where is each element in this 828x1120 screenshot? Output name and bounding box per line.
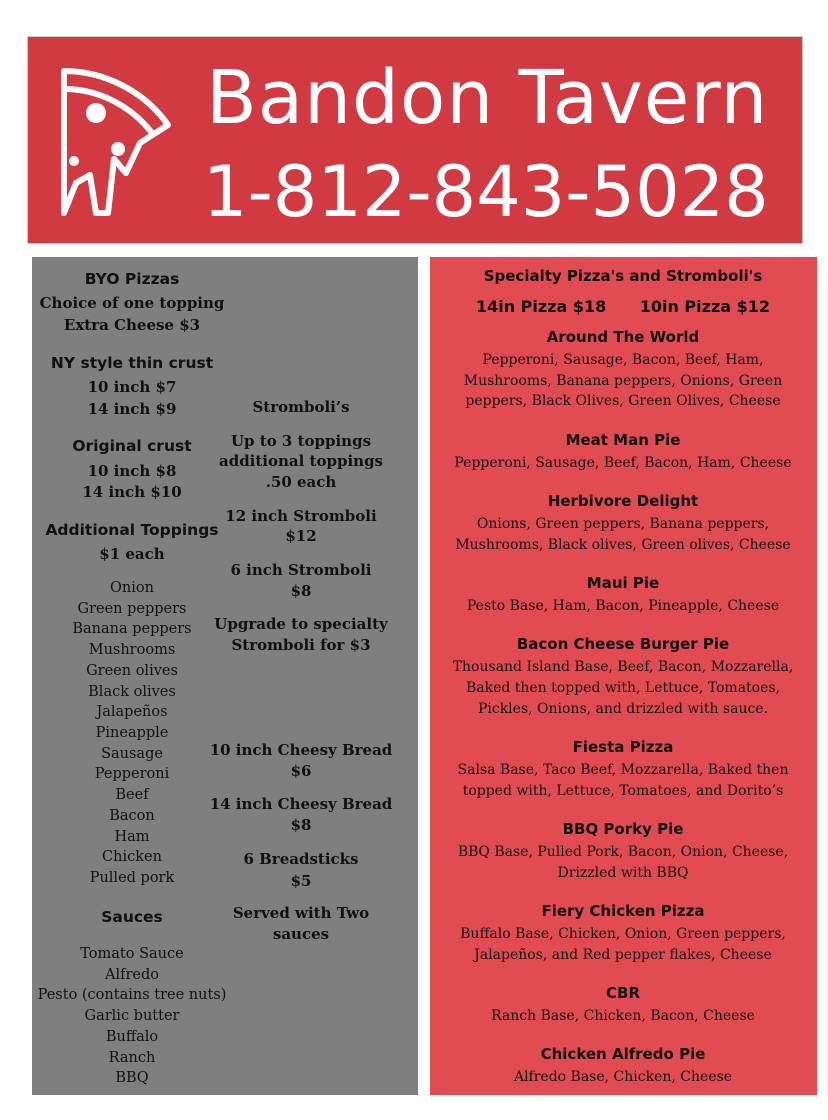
specialty-item-desc: Pesto Base, Ham, Bacon, Pineapple, Cheese xyxy=(466,598,780,614)
ny-price: 10 inch $7 xyxy=(87,378,177,396)
specialty-item-desc: peppers, Black Olives, Green Olives, Cheese xyxy=(465,393,781,409)
toppings-price: $1 each xyxy=(99,545,165,563)
specialty-item-name: Bacon Cheese Burger Pie xyxy=(516,635,730,653)
specialty-item-desc: Salsa Base, Taco Beef, Mozzarella, Baked then xyxy=(457,762,789,778)
topping-item: Ham xyxy=(114,829,150,845)
topping-item: Green peppers xyxy=(77,601,187,617)
sauce-item: BBQ xyxy=(115,1070,149,1086)
upgrade-line: Upgrade to specialty xyxy=(214,615,388,633)
served-line: sauces xyxy=(272,925,330,943)
upgrade-line: Stromboli for $3 xyxy=(231,636,371,654)
breadsticks-price: $5 xyxy=(290,872,312,890)
specialty-item-desc: Baked then topped with, Lettuce, Tomatoes, xyxy=(465,680,781,696)
specialty-item-name: Maui Pie xyxy=(586,574,660,592)
specialty-item-desc: topped with, Lettuce, Tomatoes, and Dorito’s xyxy=(462,783,784,799)
specialty-item-desc: Pickles, Onions, and drizzled with sauce. xyxy=(477,701,769,717)
topping-item: Mushrooms xyxy=(88,642,176,658)
stromboli-6-price: $8 xyxy=(290,582,312,600)
specialty-item-desc: Pepperoni, Sausage, Beef, Bacon, Ham, Cheese xyxy=(454,455,792,471)
specialty-item-desc: Thousand Island Base, Beef, Bacon, Mozzarella, xyxy=(452,659,794,675)
header-banner xyxy=(27,36,803,244)
specialty-item-name: Fiesta Pizza xyxy=(572,738,674,756)
specialty-item-desc: Mushrooms, Banana peppers, Onions, Green xyxy=(463,373,783,389)
cheesy-bread-10: 10 inch Cheesy Bread xyxy=(209,741,393,759)
byo-title: BYO Pizzas xyxy=(84,270,180,288)
stromboli-line: Up to 3 toppings xyxy=(230,432,372,450)
byo-line: Extra Cheese $3 xyxy=(63,316,201,334)
ny-price: 14 inch $9 xyxy=(87,400,177,418)
phone-number: 1-812-843-5028 xyxy=(203,151,769,233)
breadsticks: 6 Breadsticks xyxy=(243,850,359,868)
specialty-item-desc: Jalapeños, and Red pepper flakes, Cheese xyxy=(474,947,772,963)
sauce-item: Buffalo xyxy=(105,1029,159,1045)
topping-item: Banana peppers xyxy=(72,621,192,637)
original-price: 10 inch $8 xyxy=(87,462,177,480)
pizza-slice-icon xyxy=(56,63,176,223)
stromboli-6: 6 inch Stromboli xyxy=(230,561,372,579)
topping-item: Pulled pork xyxy=(89,870,175,886)
stromboli-line: additional toppings xyxy=(218,452,384,470)
byo-line: Choice of one topping xyxy=(39,294,225,312)
specialty-item-desc: Pepperoni, Sausage, Bacon, Beef, Ham, xyxy=(482,352,764,368)
sauce-item: Garlic butter xyxy=(84,1008,180,1024)
toppings-title: Additional Toppings xyxy=(45,521,219,539)
original-title: Original crust xyxy=(72,437,192,455)
specialty-item-name: BBQ Porky Pie xyxy=(562,820,684,838)
topping-item: Sausage xyxy=(101,746,163,762)
topping-item: Pineapple xyxy=(95,725,169,741)
cheesy-bread-10-price: $6 xyxy=(290,762,312,780)
topping-item: Bacon xyxy=(109,808,155,824)
stromboli-title: Stromboli’s xyxy=(252,398,350,416)
specialty-item-name: Chicken Alfredo Pie xyxy=(540,1045,706,1063)
topping-item: Jalapeños xyxy=(96,704,168,720)
specialty-item-desc: Onions, Green peppers, Banana peppers, xyxy=(476,516,770,532)
topping-item: Pepperoni xyxy=(94,766,170,782)
cheesy-bread-14: 14 inch Cheesy Bread xyxy=(209,795,393,813)
specialty-item-name: Fiery Chicken Pizza xyxy=(541,902,705,920)
restaurant-name: Bandon Tavern xyxy=(206,55,769,141)
specialty-item-desc: Alfredo Base, Chicken, Cheese xyxy=(513,1069,733,1085)
sauce-item: Ranch xyxy=(108,1050,156,1066)
original-price: 14 inch $10 xyxy=(82,483,182,501)
specialty-item-desc: Buffalo Base, Chicken, Onion, Green peppers, xyxy=(460,926,786,942)
specialty-title: Specialty Pizza's and Stromboli's xyxy=(483,267,763,285)
specialty-item-name: Around The World xyxy=(546,328,700,346)
specialty-item-desc: BBQ Base, Pulled Pork, Bacon, Onion, Cheese, xyxy=(457,844,789,860)
sauce-item: Pesto (contains tree nuts) xyxy=(37,987,227,1003)
topping-item: Green olives xyxy=(86,663,178,679)
topping-item: Black olives xyxy=(88,684,176,700)
specialty-prices: 14in Pizza $18 10in Pizza $12 xyxy=(475,297,771,316)
stromboli-line: .50 each xyxy=(265,473,337,491)
specialty-item-desc: Drizzled with BBQ xyxy=(557,865,689,881)
sauce-item: Alfredo xyxy=(105,967,159,983)
specialty-item-name: Meat Man Pie xyxy=(565,431,681,449)
specialty-item-name: CBR xyxy=(606,984,640,1002)
cheesy-bread-14-price: $8 xyxy=(290,816,312,834)
specialty-item-desc: Ranch Base, Chicken, Bacon, Cheese xyxy=(491,1008,755,1024)
topping-item: Chicken xyxy=(102,849,162,865)
specialty-item-desc: Mushrooms, Black olives, Green olives, Cheese xyxy=(455,537,791,553)
ny-title: NY style thin crust xyxy=(50,354,214,372)
sauces-title: Sauces xyxy=(101,908,163,926)
sauce-item: Tomato Sauce xyxy=(80,946,184,962)
stromboli-12: 12 inch Stromboli xyxy=(225,507,377,525)
topping-item: Onion xyxy=(110,580,154,596)
stromboli-12-price: $12 xyxy=(285,527,317,545)
topping-item: Beef xyxy=(115,787,149,803)
specialty-item-name: Herbivore Delight xyxy=(547,492,699,510)
served-line: Served with Two xyxy=(232,904,370,922)
